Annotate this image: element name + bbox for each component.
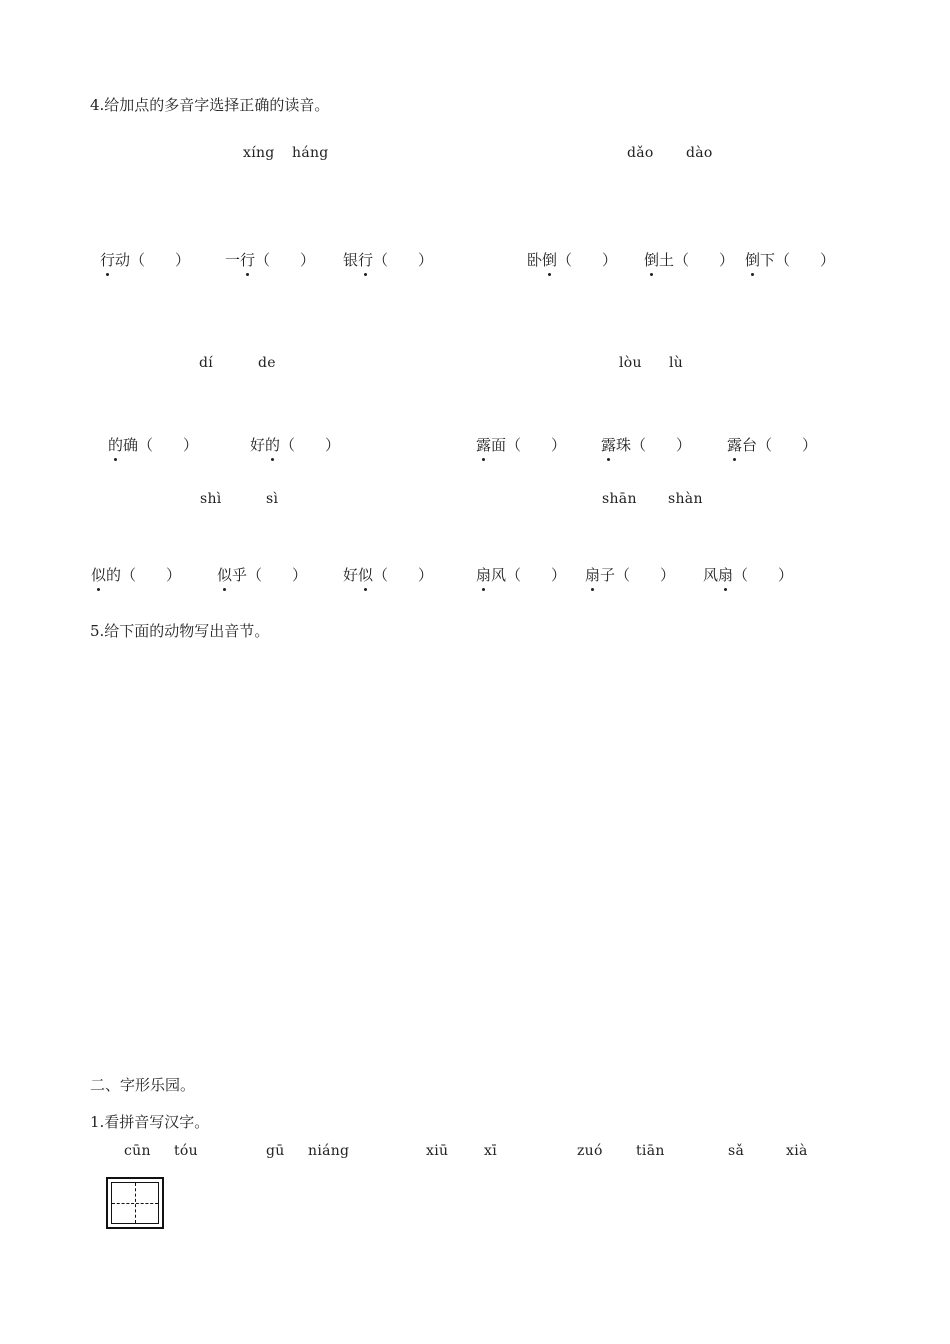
- pinyin-option: xíng: [243, 145, 275, 161]
- dotted-character: 行: [240, 251, 256, 269]
- polyphone-item: 露面（ ）: [476, 436, 567, 454]
- polyphone-item: 露珠（ ）: [601, 436, 692, 454]
- polyphone-item: 行动（ ）: [100, 251, 191, 269]
- polyphone-item: 扇风（ ）: [476, 566, 567, 584]
- question-5-title: 5.给下面的动物写出音节。: [90, 622, 270, 640]
- pinyin-syllable: xià: [786, 1143, 808, 1159]
- answer-blank[interactable]: （ ）: [757, 436, 818, 454]
- pinyin-option: dí: [199, 355, 214, 371]
- answer-blank[interactable]: （ ）: [121, 566, 182, 584]
- answer-blank[interactable]: （ ）: [506, 436, 567, 454]
- pinyin-option: lù: [669, 355, 684, 371]
- pinyin-option: dào: [686, 145, 713, 161]
- dotted-character: 扇: [476, 566, 492, 584]
- pinyin-syllable: xiū: [426, 1143, 449, 1159]
- pinyin-syllable: tóu: [174, 1143, 198, 1159]
- dotted-character: 露: [601, 436, 617, 454]
- polyphone-item: 倒土（ ）: [644, 251, 735, 269]
- pinyin-option: háng: [292, 145, 329, 161]
- answer-blank[interactable]: （ ）: [138, 436, 199, 454]
- answer-blank[interactable]: （ ）: [373, 566, 434, 584]
- answer-blank[interactable]: （ ）: [775, 251, 836, 269]
- pinyin-syllable: gū: [266, 1143, 285, 1159]
- section-2-question-1-title: 1.看拼音写汉字。: [90, 1113, 210, 1131]
- polyphone-item: 似乎（ ）: [217, 566, 308, 584]
- writing-grid-inner-border: [111, 1182, 159, 1224]
- dotted-character: 露: [476, 436, 492, 454]
- question-4-title: 4.给加点的多音字选择正确的读音。: [90, 96, 330, 114]
- polyphone-item: 倒下（ ）: [745, 251, 836, 269]
- section-2-title: 二、字形乐园。: [90, 1076, 196, 1094]
- dotted-character: 行: [358, 251, 374, 269]
- answer-blank[interactable]: （ ）: [506, 566, 567, 584]
- dotted-character: 扇: [718, 566, 734, 584]
- pinyin-syllable: xī: [484, 1143, 497, 1159]
- dotted-character: 倒: [644, 251, 660, 269]
- pinyin-syllable: sǎ: [728, 1143, 745, 1159]
- answer-blank[interactable]: （ ）: [373, 251, 434, 269]
- dotted-character: 似: [358, 566, 374, 584]
- dotted-character: 扇: [585, 566, 601, 584]
- pinyin-option: sì: [266, 491, 279, 507]
- pinyin-option: dǎo: [627, 145, 654, 161]
- answer-blank[interactable]: （ ）: [280, 436, 341, 454]
- answer-blank[interactable]: （ ）: [130, 251, 191, 269]
- answer-blank[interactable]: （ ）: [557, 251, 618, 269]
- polyphone-item: 露台（ ）: [727, 436, 818, 454]
- answer-blank[interactable]: （ ）: [631, 436, 692, 454]
- pinyin-syllable: cūn: [124, 1143, 151, 1159]
- dotted-character: 行: [100, 251, 116, 269]
- dotted-character: 倒: [745, 251, 761, 269]
- pinyin-option: shàn: [668, 491, 703, 507]
- answer-blank[interactable]: （ ）: [255, 251, 316, 269]
- answer-blank[interactable]: （ ）: [615, 566, 676, 584]
- pinyin-option: de: [258, 355, 276, 371]
- answer-blank[interactable]: （ ）: [674, 251, 735, 269]
- polyphone-item: 的确（ ）: [108, 436, 199, 454]
- dotted-character: 的: [265, 436, 281, 454]
- polyphone-item: 风扇（ ）: [703, 566, 794, 584]
- dotted-character: 倒: [542, 251, 558, 269]
- writing-grid-box[interactable]: [106, 1177, 164, 1229]
- dotted-character: 似: [217, 566, 233, 584]
- answer-blank[interactable]: （ ）: [733, 566, 794, 584]
- polyphone-item: 一行（ ）: [225, 251, 316, 269]
- polyphone-item: 好的（ ）: [250, 436, 341, 454]
- polyphone-item: 卧倒（ ）: [527, 251, 618, 269]
- grid-dashed-vertical: [135, 1183, 136, 1223]
- pinyin-option: shān: [602, 491, 637, 507]
- dotted-character: 的: [108, 436, 124, 454]
- pinyin-syllable: niáng: [308, 1143, 350, 1159]
- dotted-character: 露: [727, 436, 743, 454]
- polyphone-item: 扇子（ ）: [585, 566, 676, 584]
- polyphone-item: 银行（ ）: [343, 251, 434, 269]
- polyphone-item: 好似（ ）: [343, 566, 434, 584]
- polyphone-item: 似的（ ）: [91, 566, 182, 584]
- dotted-character: 似: [91, 566, 107, 584]
- answer-blank[interactable]: （ ）: [247, 566, 308, 584]
- pinyin-syllable: tiān: [636, 1143, 665, 1159]
- pinyin-option: lòu: [619, 355, 642, 371]
- pinyin-syllable: zuó: [577, 1143, 603, 1159]
- pinyin-option: shì: [200, 491, 222, 507]
